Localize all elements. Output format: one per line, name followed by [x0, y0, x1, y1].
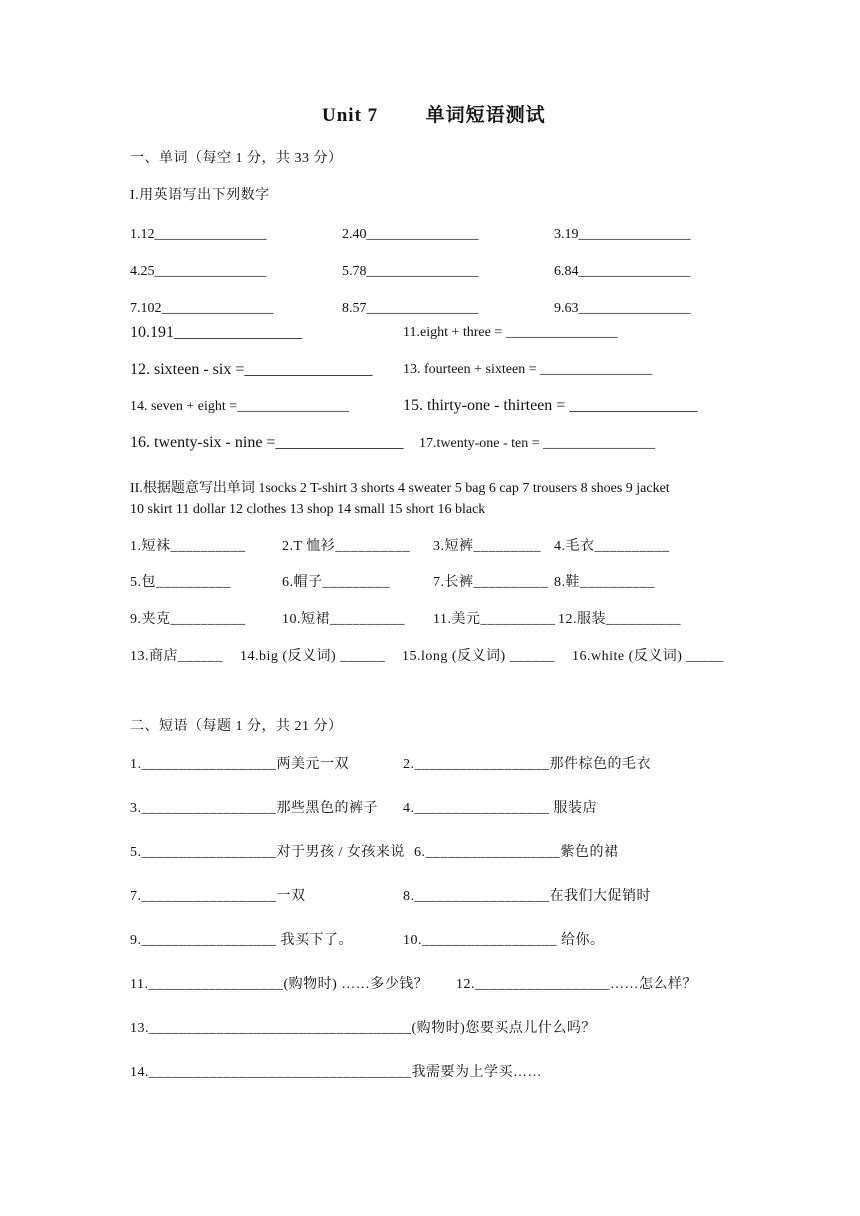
phrase-10: 10.__________________ 给你。	[403, 933, 605, 948]
q-1-1: 1.12________________	[130, 227, 267, 242]
q-1-12: 12. sixteen - six =________________	[130, 361, 373, 378]
q-1-11: 11.eight + three = ________________	[403, 325, 618, 340]
phrase-4: 4.__________________ 服装店	[403, 801, 597, 816]
q-1-8: 8.57________________	[342, 301, 479, 316]
section1-heading: 一、单词（每空 1 分，共 33 分）	[130, 151, 343, 166]
q-2-12: 12.服装__________	[558, 612, 681, 627]
q-1-7: 7.102________________	[130, 301, 274, 316]
q-2-15: 15.long (反义词) ______	[402, 649, 555, 664]
title-subject: 单词短语测试	[425, 105, 546, 126]
q-2-5: 5.包__________	[130, 575, 231, 590]
q-2-9: 9.夹克__________	[130, 612, 246, 627]
q-2-1: 1.短袜__________	[130, 539, 246, 554]
partI-heading: I.用英语写出下列数字	[130, 188, 270, 203]
title-unit: Unit 7	[322, 105, 379, 126]
q-2-14: 14.big (反义词) ______	[240, 649, 386, 664]
partII-heading-line1: II.根据题意写出单词 1socks 2 T-shirt 3 shorts 4 sweater 5 bag 6 cap 7 trousers 8 shoes 9 jacket	[130, 481, 670, 496]
q-2-3: 3.短裤_________	[433, 539, 541, 554]
q-1-6: 6.84________________	[554, 264, 691, 279]
q-2-8: 8.鞋__________	[554, 575, 655, 590]
q-1-10: 10.191________________	[130, 324, 302, 341]
q-1-5: 5.78________________	[342, 264, 479, 279]
phrase-5: 5.__________________对于男孩 / 女孩来说	[130, 845, 405, 860]
q-2-7: 7.长裤__________	[433, 575, 549, 590]
q-2-6: 6.帽子_________	[282, 575, 390, 590]
q-1-16: 16. twenty-six - nine =________________	[130, 434, 404, 451]
partII-heading-line2: 10 skirt 11 dollar 12 clothes 13 shop 14 small 15 short 16 black	[130, 502, 486, 517]
q-2-11: 11.美元__________	[433, 612, 556, 627]
q-2-4: 4.毛衣__________	[554, 539, 670, 554]
phrase-1: 1.__________________两美元一双	[130, 757, 349, 772]
q-2-16: 16.white (反义词) _____	[572, 649, 724, 664]
q-1-14: 14. seven + eight =________________	[130, 399, 350, 414]
phrase-8: 8.__________________在我们大促销时	[403, 889, 651, 904]
phrase-9: 9.__________________ 我买下了。	[130, 933, 353, 948]
phrase-2: 2.__________________那件棕色的毛衣	[403, 757, 651, 772]
phrase-12: 12.__________________……怎么样？	[456, 977, 697, 992]
phrase-11: 11.__________________(购物时) ……多少钱？	[130, 977, 429, 992]
phrase-14: 14.___________________________________我需要为上学买……	[130, 1065, 542, 1080]
q-2-2: 2.T 恤衫__________	[282, 539, 411, 554]
q-1-9: 9.63________________	[554, 301, 691, 316]
phrase-3: 3.__________________那些黑色的裤子	[130, 801, 378, 816]
q-2-13: 13.商店______	[130, 649, 223, 664]
phrase-13: 13.___________________________________(购物时)您要买点儿什么吗？	[130, 1021, 596, 1036]
q-2-10: 10.短裙__________	[282, 612, 405, 627]
q-1-4: 4.25________________	[130, 264, 267, 279]
phrase-7: 7.__________________一双	[130, 889, 306, 904]
q-1-3: 3.19________________	[554, 227, 691, 242]
q-1-13: 13. fourteen + sixteen = ________________	[403, 362, 653, 377]
section2-heading: 二、短语（每题 1 分，共 21 分）	[130, 719, 343, 734]
q-1-2: 2.40________________	[342, 227, 479, 242]
q-1-17: 17.twenty-one - ten = ________________	[419, 436, 656, 451]
page-title	[322, 107, 546, 125]
q-1-15: 15. thirty-one - thirteen = ________________	[403, 397, 698, 414]
phrase-6: 6.__________________紫色的裙	[414, 845, 619, 860]
